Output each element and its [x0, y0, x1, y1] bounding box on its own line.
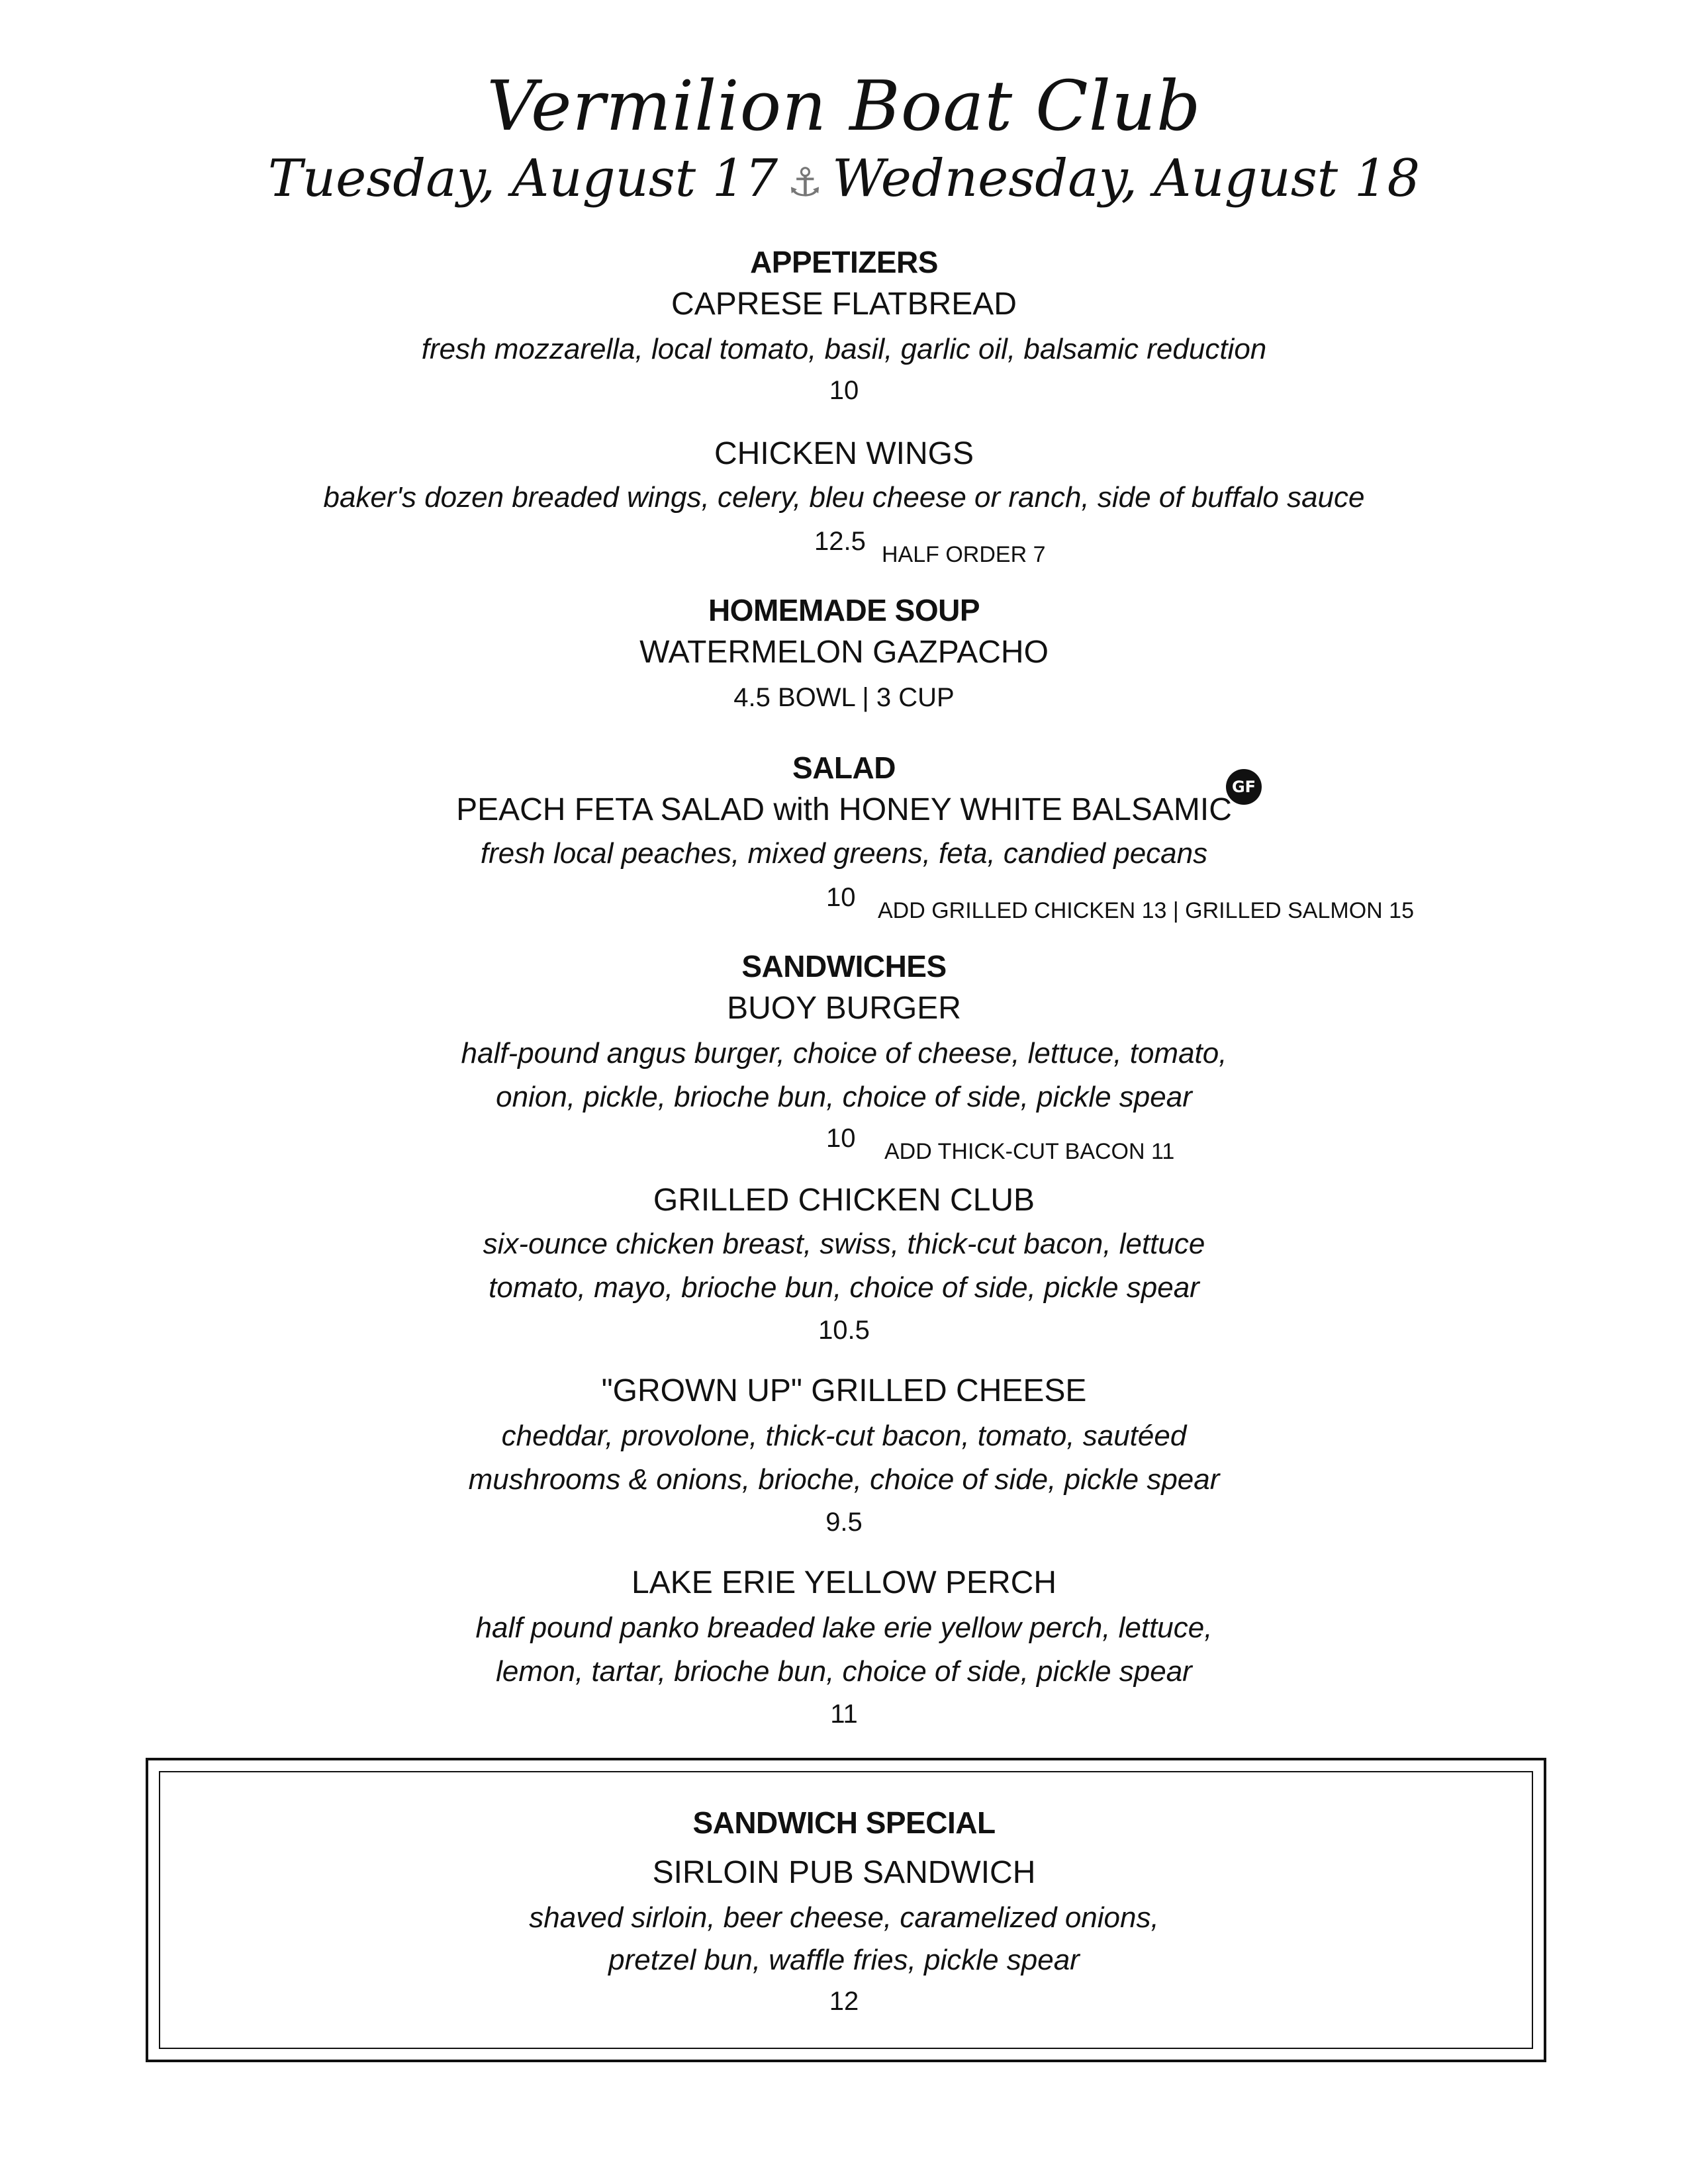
section-heading-appetizers: APPETIZERS: [750, 245, 938, 279]
item-description: onion, pickle, brioche bun, choice of side, pickle spear: [496, 1081, 1192, 1113]
item-price: 10: [829, 376, 859, 405]
section-heading-special: SANDWICH SPECIAL: [692, 1805, 996, 1840]
item-name: BUOY BURGER: [727, 991, 961, 1026]
section-heading-soup: HOMEMADE SOUP: [708, 593, 980, 627]
item-description: six-ounce chicken breast, swiss, thick-cut bacon, lettuce: [483, 1228, 1205, 1260]
item-description: tomato, mayo, brioche bun, choice of side, pickle spear: [489, 1271, 1199, 1304]
restaurant-title: Vermilion Boat Club: [487, 66, 1201, 146]
item-description: lemon, tartar, brioche bun, choice of side, pickle spear: [496, 1655, 1192, 1688]
item-name: PEACH FETA SALAD with HONEY WHITE BALSAMIC: [456, 792, 1232, 827]
item-price: 10: [826, 883, 856, 912]
item-name: WATERMELON GAZPACHO: [639, 635, 1049, 670]
menu-dates: [0, 147, 1688, 214]
item-price: 10: [826, 1124, 856, 1153]
item-price: 12: [829, 1987, 859, 2016]
item-description: baker's dozen breaded wings, celery, bleu cheese or ranch, side of buffalo sauce: [323, 481, 1365, 514]
item-description: fresh local peaches, mixed greens, feta, candied pecans: [480, 837, 1208, 870]
section-heading-salad: SALAD: [792, 751, 896, 785]
item-description: cheddar, provolone, thick-cut bacon, tomato, sautéed: [501, 1420, 1187, 1452]
item-description: mushrooms & onions, brioche, choice of side, pickle spear: [468, 1463, 1220, 1496]
item-price: 9.5: [825, 1508, 863, 1537]
item-description: half-pound angus burger, choice of cheese, lettuce, tomato,: [461, 1037, 1227, 1069]
anchor-icon: ⚓: [787, 159, 823, 206]
item-price: 4.5 BOWL | 3 CUP: [733, 683, 955, 712]
item-note: HALF ORDER 7: [882, 542, 1046, 567]
item-description: shaved sirloin, beer cheese, caramelized onions,: [529, 1901, 1159, 1934]
item-description: fresh mozzarella, local tomato, basil, garlic oil, balsamic reduction: [421, 333, 1267, 365]
item-description: pretzel bun, waffle fries, pickle spear: [608, 1944, 1080, 1976]
date-left: Tuesday, August 17: [267, 149, 778, 208]
item-name: "GROWN UP" GRILLED CHEESE: [601, 1373, 1087, 1408]
item-description: half pound panko breaded lake erie yellow perch, lettuce,: [475, 1612, 1213, 1644]
item-price: 12.5: [814, 527, 866, 556]
item-name: SIRLOIN PUB SANDWICH: [652, 1855, 1036, 1890]
gluten-free-icon: GF: [1226, 769, 1262, 805]
item-note: ADD THICK-CUT BACON 11: [884, 1139, 1175, 1164]
date-right: Wednesday, August 18: [831, 149, 1421, 208]
item-name: LAKE ERIE YELLOW PERCH: [632, 1565, 1056, 1600]
item-name: CHICKEN WINGS: [714, 436, 974, 471]
item-price: 11: [830, 1700, 858, 1729]
section-heading-sandwiches: SANDWICHES: [741, 949, 947, 983]
item-note: ADD GRILLED CHICKEN 13 | GRILLED SALMON 15: [878, 898, 1414, 923]
item-name: GRILLED CHICKEN CLUB: [653, 1183, 1035, 1218]
item-price: 10.5: [818, 1316, 870, 1345]
item-name: CAPRESE FLATBREAD: [671, 287, 1017, 322]
